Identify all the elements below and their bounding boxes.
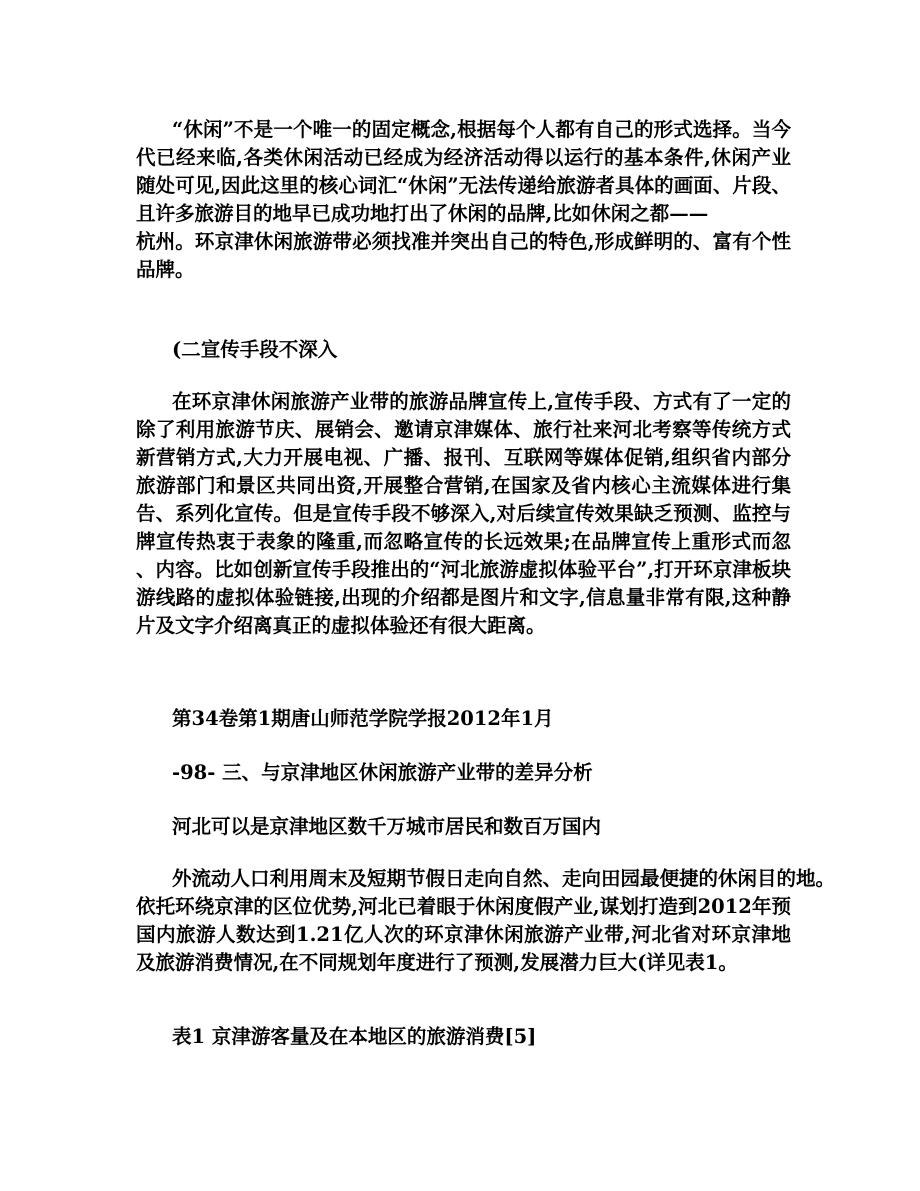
text-line: 在环京津休闲旅游产业带的旅游品牌宣传上,宣传手段、方式有了一定的 bbox=[172, 390, 791, 413]
text-line: 依托环绕京津的区位优势,河北已着眼于休闲度假产业,谋划打造到2012年预 bbox=[136, 895, 791, 918]
text-line: 随处可见,因此这里的核心词汇“休闲”无法传递给旅游者具体的画面、片段、 bbox=[136, 174, 791, 197]
text-line: 代已经来临,各类休闲活动已经成为经济活动得以运行的基本条件,休闲产业 bbox=[136, 146, 791, 169]
text-line: 告、系列化宣传。但是宣传手段不够深入,对后续宣传效果缺乏预测、监控与 bbox=[136, 502, 791, 525]
text-line: 新营销方式,大力开展电视、广播、报刊、互联网等媒体促销,组织省内部分 bbox=[136, 446, 791, 469]
text-line: 片及文字介绍离真正的虚拟体验还有很大距离。 bbox=[136, 614, 546, 637]
text-line: 且许多旅游目的地早已成功地打出了休闲的品牌,比如休闲之都—— bbox=[136, 202, 709, 225]
text-line: “休闲”不是一个唯一的固定概念,根据每个人都有自己的形式选择。当今 bbox=[172, 118, 791, 141]
text-line: 、内容。比如创新宣传手段推出的“河北旅游虚拟体验平台”,打开环京津板块 bbox=[136, 558, 791, 581]
section-heading-promotion: (二宣传手段不深入 bbox=[172, 338, 338, 361]
text-line: 旅游部门和景区共同出资,开展整合营销,在国家及省内核心主流媒体进行集 bbox=[136, 474, 791, 497]
text-line: 牌宣传热衷于表象的隆重,而忽略宣传的长远效果;在品牌宣传上重形式而忽 bbox=[136, 530, 791, 553]
section-heading-difference: -98- 三、与京津地区休闲旅游产业带的差异分析 bbox=[172, 761, 593, 784]
journal-info: 第34卷第1期唐山师范学院学报2012年1月 bbox=[172, 707, 554, 730]
text-line: 品牌。 bbox=[136, 258, 195, 281]
text-line: 及旅游消费情况,在不同规划年度进行了预测,发展潜力巨大(详见表1。 bbox=[136, 951, 738, 974]
text-line: 除了利用旅游节庆、展销会、邀请京津媒体、旅行社来河北考察等传统方式 bbox=[136, 418, 791, 441]
text-line: 杭州。环京津休闲旅游带必须找准并突出自己的特色,形成鲜明的、富有个性 bbox=[136, 230, 791, 253]
paragraph-promotion bbox=[136, 388, 791, 640]
paragraph-leisure-concept bbox=[136, 116, 791, 284]
text-line: 外流动人口利用周末及短期节假日走向自然、走向田园最便捷的休闲目的地。 bbox=[172, 867, 836, 890]
table-caption: 表1 京津游客量及在本地区的旅游消费[5] bbox=[172, 1025, 537, 1048]
paragraph-hebei-advantage bbox=[136, 865, 836, 977]
paragraph-hebei-intro: 河北可以是京津地区数千万城市居民和数百万国内 bbox=[172, 815, 602, 838]
text-line: 国内旅游人数达到1.21亿人次的环京津休闲旅游产业带,河北省对环京津地 bbox=[136, 923, 791, 946]
text-line: 游线路的虚拟体验链接,出现的介绍都是图片和文字,信息量非常有限,这种静 bbox=[136, 586, 791, 609]
